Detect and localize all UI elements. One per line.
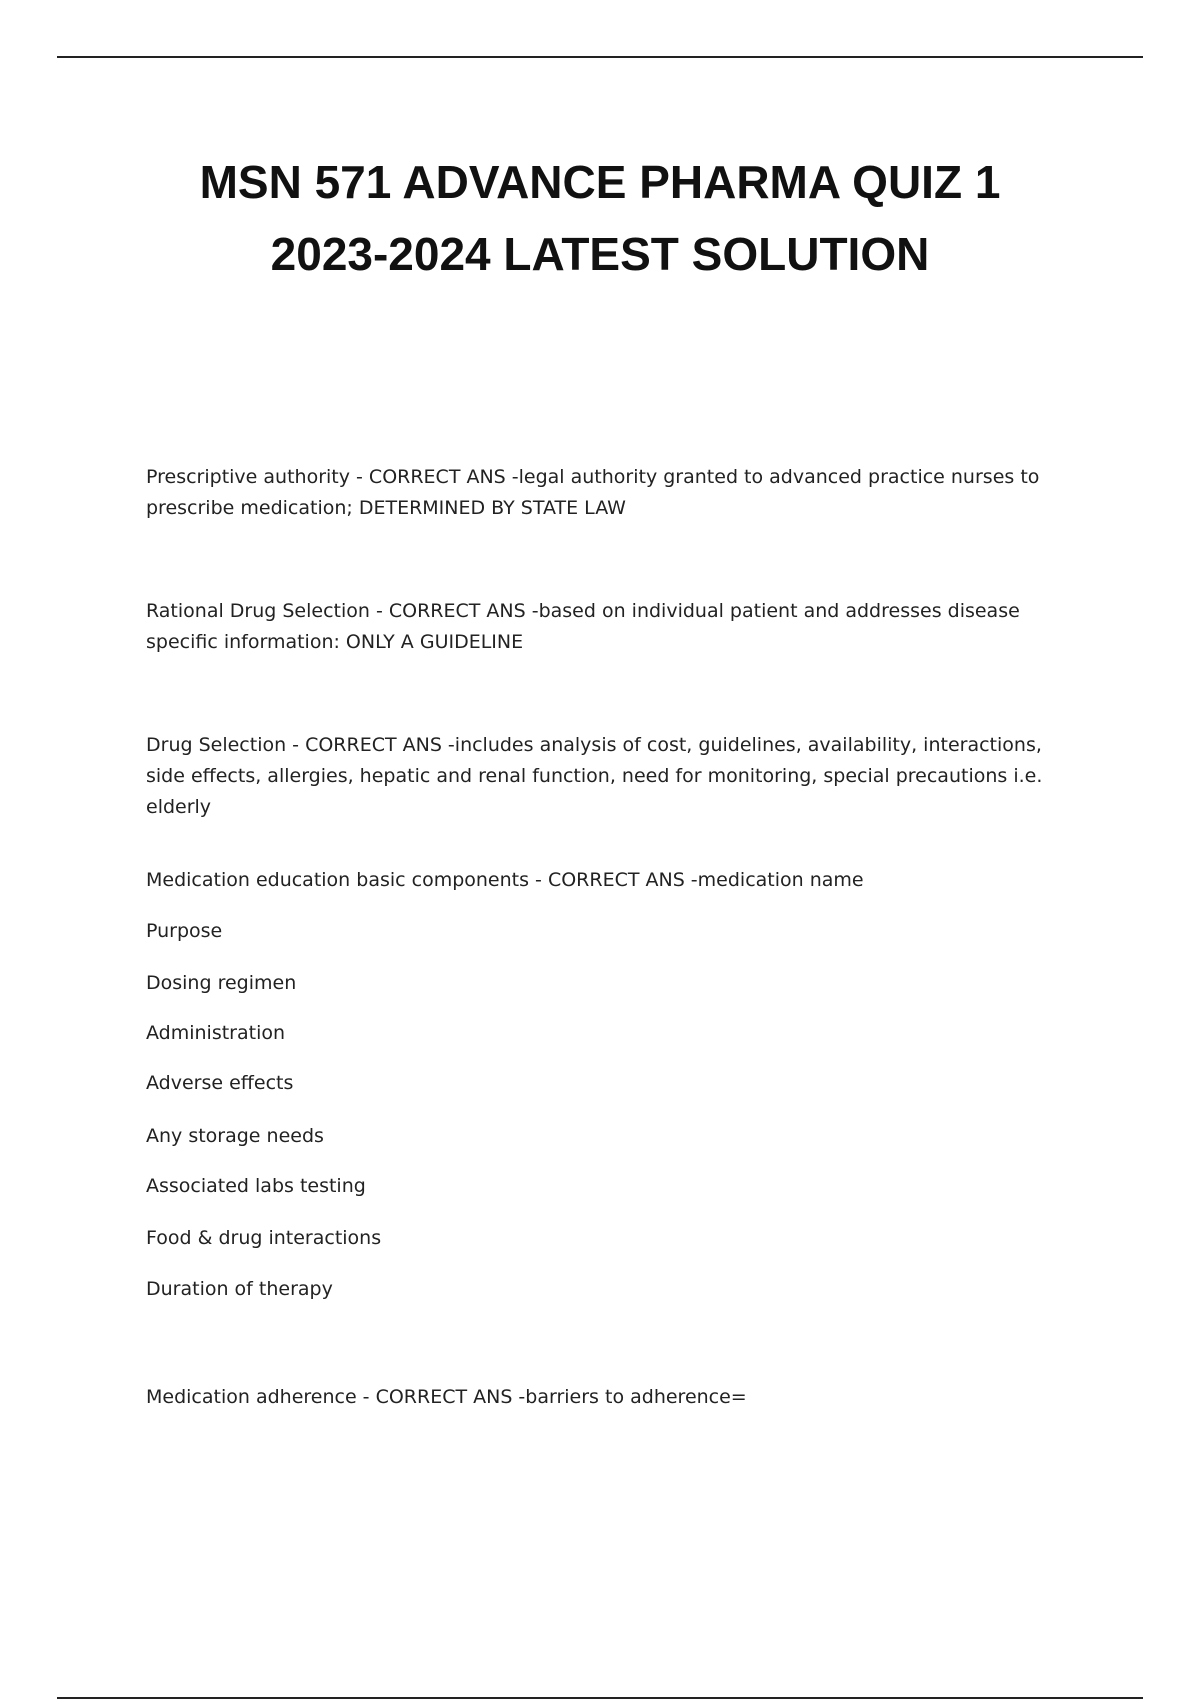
list-item: Purpose — [146, 920, 223, 942]
bottom-divider — [57, 1697, 1143, 1699]
entry-prescriptive-authority: Prescriptive authority - CORRECT ANS -legal authority granted to advanced practice nurses to prescribe medication; DETERMINED BY STATE LAW — [146, 466, 1040, 519]
list-item: Dosing regimen — [146, 972, 297, 994]
top-divider — [57, 56, 1143, 58]
list-item: Associated labs testing — [146, 1175, 366, 1197]
list-item: Food & drug interactions — [146, 1227, 382, 1249]
entry-drug-selection: Drug Selection - CORRECT ANS -includes analysis of cost, guidelines, availability, interactions, side effects, allergies, hepatic and renal function, need for monitoring, special precautions i.e. elderly — [146, 734, 1043, 818]
entry-medication-adherence: Medication adherence - CORRECT ANS -barriers to adherence= — [146, 1386, 747, 1408]
entry-medication-education: Medication education basic components - CORRECT ANS -medication name — [146, 869, 864, 891]
document-title — [0, 146, 1200, 290]
title-line-1: MSN 571 ADVANCE PHARMA QUIZ 1 — [199, 156, 1001, 208]
entry-rational-drug-selection: Rational Drug Selection - CORRECT ANS -based on individual patient and addresses disease specific information: ONLY A GUIDELINE — [146, 600, 1020, 653]
title-line-2: 2023-2024 LATEST SOLUTION — [270, 228, 930, 280]
list-item: Duration of therapy — [146, 1278, 333, 1300]
list-item: Any storage needs — [146, 1125, 324, 1147]
list-item: Adverse effects — [146, 1072, 294, 1094]
list-item: Administration — [146, 1022, 286, 1044]
